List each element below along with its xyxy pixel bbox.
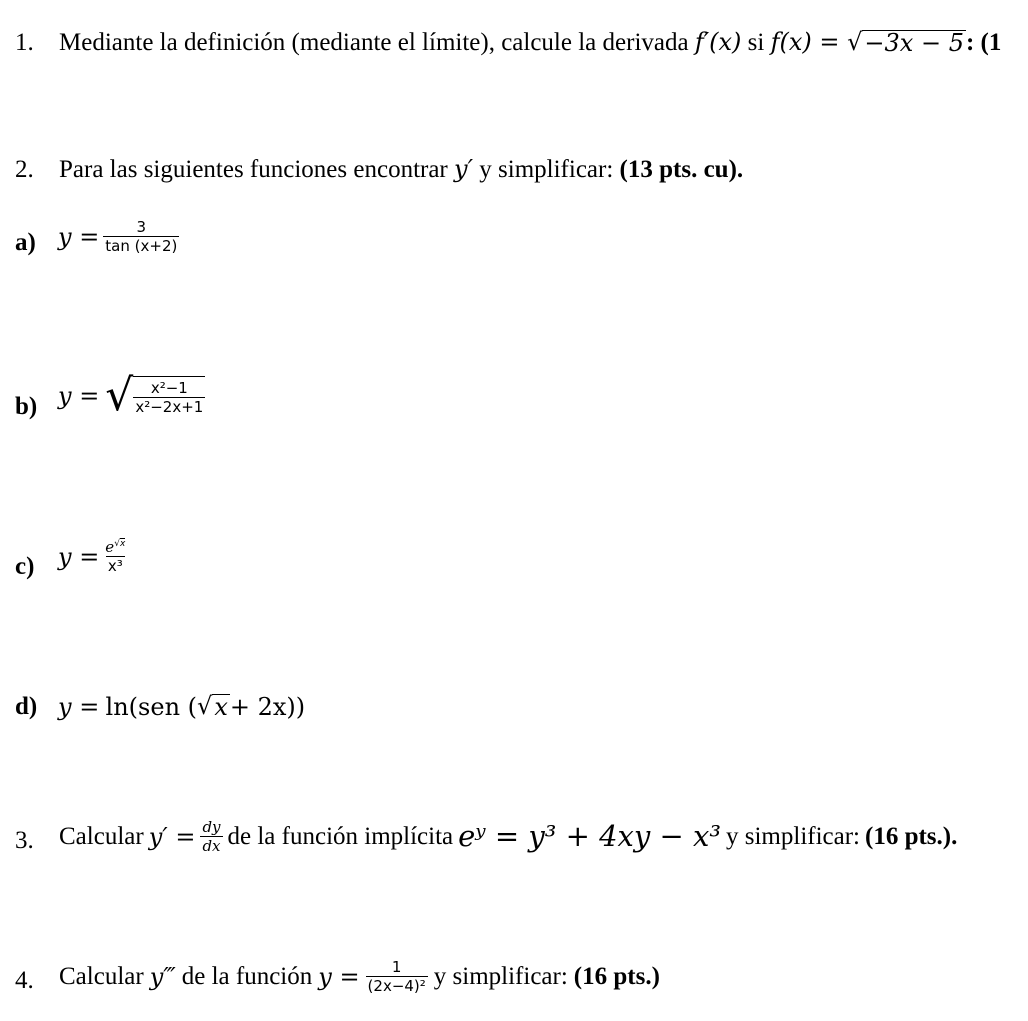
question-4-points: (16 pts.) (573, 963, 660, 990)
question-3-points: (16 pts.). (865, 823, 958, 850)
item-2d-pre: ln(sen ( (105, 692, 198, 721)
item-2a-fraction (103, 218, 179, 255)
item-2c-exponent: √x (114, 539, 126, 549)
item-2a-equation (58, 218, 183, 255)
question-1-radicand: −3x − 5 (864, 29, 964, 57)
item-2c-label: c) (15, 553, 35, 580)
item-2b-numerator: x²−1 (150, 379, 188, 397)
question-4-mid: de la función (181, 963, 313, 990)
question-2-number: 2. (15, 156, 34, 183)
question-1-fprime: f′(x) (694, 28, 742, 56)
sqrt-icon: √ (847, 28, 863, 56)
item-2a-lhs: y = (58, 222, 100, 251)
question-1-statement: Mediante la definición (mediante el límite), calcule la derivada (59, 29, 689, 56)
question-4-fraction (366, 958, 428, 995)
item-2d-post: + 2x)) (229, 692, 306, 721)
question-3-text (59, 818, 957, 855)
item-2c-equation (58, 538, 131, 575)
item-2b-equation (58, 370, 205, 421)
question-4-y3: y‴ (149, 962, 176, 991)
item-2c-numerator (103, 538, 127, 556)
item-2a-label: a) (15, 229, 36, 256)
question-1-function: f(x) = (770, 28, 848, 56)
question-1-text (59, 30, 1001, 55)
question-2-text (59, 157, 743, 182)
item-2b-lhs: y = (58, 382, 100, 410)
sqrt-icon: √ (197, 692, 213, 720)
question-4-text (59, 958, 660, 995)
item-2d-radicand: x (214, 693, 228, 721)
question-2-after: y simplificar: (479, 156, 614, 183)
item-2b-sqrt (105, 370, 205, 421)
question-4-denominator: (2x−4)² (367, 977, 426, 995)
question-3-mid: de la función implícita (227, 823, 454, 850)
question-4-numerator: 1 (391, 958, 402, 976)
question-2-statement: Para las siguientes funciones encontrar (59, 156, 448, 183)
item-2c-lhs: y = (58, 542, 100, 571)
item-2a-numerator: 3 (136, 218, 147, 236)
question-3-number: 3. (15, 827, 34, 854)
question-3-fraction (200, 818, 222, 855)
question-3-tail: y simplificar: (726, 823, 860, 850)
question-3-equation: eʸ = y³ + 4xy − x³ (458, 819, 721, 853)
item-2d-label: d) (15, 693, 38, 720)
sqrt-icon: √ (105, 370, 134, 421)
question-1-sqrt (847, 30, 966, 55)
item-2c-fraction (103, 538, 127, 575)
item-2d-equation (58, 694, 305, 719)
item-2d-sqrt (197, 694, 230, 719)
question-2-yprime: y′ (454, 155, 474, 183)
question-3-denominator: dx (202, 837, 221, 855)
question-1-tail: : (1 (965, 29, 1002, 56)
question-3-numerator: dy (202, 818, 221, 836)
question-3-statement: Calcular (59, 823, 144, 850)
item-2b-fraction (133, 376, 205, 416)
question-4-lhs: y = (318, 962, 360, 991)
question-3-yprime: y′ = (148, 822, 196, 851)
item-2c-denominator: x³ (107, 557, 123, 575)
item-2a-denominator: tan (x+2) (105, 237, 178, 255)
question-1-si: si (747, 29, 765, 56)
question-1-number: 1. (15, 29, 34, 56)
item-2b-label: b) (15, 393, 38, 420)
question-4-tail: y simplificar: (433, 963, 568, 990)
question-4-statement: Calcular (59, 963, 144, 990)
item-2b-denominator: x²−2x+1 (135, 398, 204, 416)
question-2-points: (13 pts. cu). (619, 156, 744, 183)
question-4-number: 4. (15, 967, 34, 994)
item-2d-lhs: y = (58, 692, 100, 721)
item-2c-base: e (105, 538, 115, 556)
